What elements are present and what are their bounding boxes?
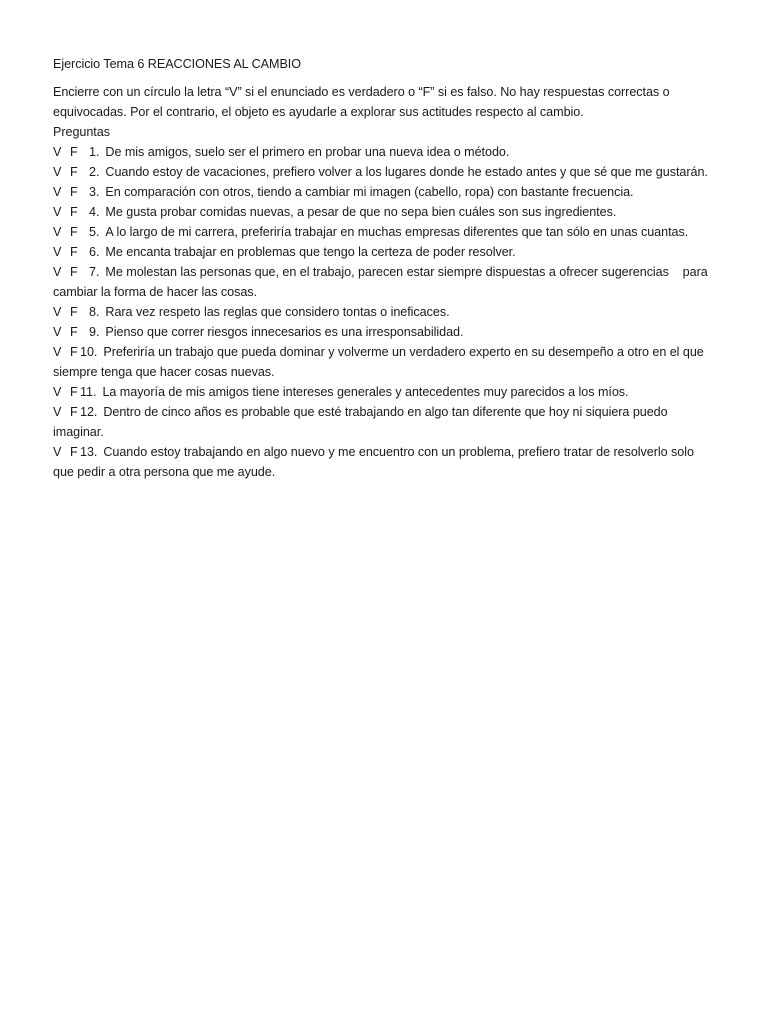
question-number: 6.	[89, 245, 100, 259]
option-false[interactable]: F	[70, 245, 78, 259]
option-true[interactable]: V	[53, 145, 62, 159]
question-item	[53, 142, 717, 162]
option-false[interactable]: F	[70, 205, 78, 219]
question-number: 2.	[89, 165, 100, 179]
question-number: 8.	[89, 305, 100, 319]
option-true[interactable]: V	[53, 265, 62, 279]
question-text: Me molestan las personas que, en el trabajo, parecen estar siempre dispuestas a ofrecer sugerencias para cambiar la forma de hacer las cosas.	[53, 265, 712, 299]
question-item	[53, 402, 717, 442]
question-item	[53, 322, 717, 342]
option-false[interactable]: F	[70, 225, 78, 239]
question-number: 5.	[89, 225, 100, 239]
section-label: Preguntas	[53, 125, 110, 139]
question-item	[53, 242, 717, 262]
question-item	[53, 262, 717, 302]
question-number: 13.	[80, 445, 98, 459]
option-true[interactable]: V	[53, 185, 62, 199]
question-item	[53, 222, 717, 242]
document-page	[53, 54, 717, 482]
option-false[interactable]: F	[70, 265, 78, 279]
option-true[interactable]: V	[53, 325, 62, 339]
question-number: 9.	[89, 325, 100, 339]
question-text: Me encanta trabajar en problemas que tengo la certeza de poder resolver.	[105, 245, 516, 259]
document-title: Ejercicio Tema 6 REACCIONES AL CAMBIO	[53, 57, 302, 71]
option-false[interactable]: F	[70, 405, 78, 419]
option-false[interactable]: F	[70, 385, 78, 399]
option-false[interactable]: F	[70, 165, 78, 179]
question-list	[53, 142, 717, 482]
question-item	[53, 442, 717, 482]
option-false[interactable]: F	[70, 325, 78, 339]
question-text: Dentro de cinco años es probable que esté trabajando en algo tan diferente que hoy ni siquiera puedo imaginar.	[53, 405, 672, 439]
option-true[interactable]: V	[53, 345, 62, 359]
question-text: Rara vez respeto las reglas que considero tontas o ineficaces.	[105, 305, 450, 319]
question-item	[53, 182, 717, 202]
option-false[interactable]: F	[70, 345, 78, 359]
option-true[interactable]: V	[53, 225, 62, 239]
question-text: Pienso que correr riesgos innecesarios es una irresponsabilidad.	[105, 325, 464, 339]
question-number: 11.	[80, 385, 97, 399]
question-number: 1.	[89, 145, 100, 159]
question-text: Cuando estoy trabajando en algo nuevo y me encuentro con un problema, prefiero tratar de resolverlo solo que pedir a otra persona que me ayude.	[53, 445, 698, 479]
option-true[interactable]: V	[53, 405, 62, 419]
option-true[interactable]: V	[53, 205, 62, 219]
question-text: A lo largo de mi carrera, preferiría trabajar en muchas empresas diferentes que tan sólo en unas cuantas.	[105, 225, 689, 239]
question-text: En comparación con otros, tiendo a cambiar mi imagen (cabello, ropa) con bastante frecuencia.	[105, 185, 634, 199]
question-number: 7.	[89, 265, 100, 279]
option-false[interactable]: F	[70, 145, 78, 159]
option-false[interactable]: F	[70, 305, 78, 319]
question-text: De mis amigos, suelo ser el primero en probar una nueva idea o método.	[105, 145, 510, 159]
question-number: 10.	[80, 345, 98, 359]
question-item	[53, 202, 717, 222]
question-text: Cuando estoy de vacaciones, prefiero volver a los lugares donde he estado antes y que sé que me gustarán.	[105, 165, 708, 179]
option-true[interactable]: V	[53, 305, 62, 319]
question-text: La mayoría de mis amigos tiene intereses generales y antecedentes muy parecidos a los míos.	[102, 385, 629, 399]
option-true[interactable]: V	[53, 245, 62, 259]
question-number: 12.	[80, 405, 98, 419]
question-number: 3.	[89, 185, 100, 199]
question-item	[53, 302, 717, 322]
option-false[interactable]: F	[70, 185, 78, 199]
question-text: Preferiría un trabajo que pueda dominar y volverme un verdadero experto en su desempeño a otro en el que siempre tenga que hacer cosas nuevas.	[53, 345, 708, 379]
option-false[interactable]: F	[70, 445, 78, 459]
question-item	[53, 162, 717, 182]
question-text: Me gusta probar comidas nuevas, a pesar de que no sepa bien cuáles son sus ingredientes.	[105, 205, 617, 219]
instructions: Encierre con un círculo la letra “V” si el enunciado es verdadero o “F” si es falso. No hay respuestas correctas o equivocadas. Por el contrario, el objeto es ayudarle a explorar sus actitudes respecto al cambio.	[53, 85, 670, 119]
option-true[interactable]: V	[53, 385, 62, 399]
question-number: 4.	[89, 205, 100, 219]
option-true[interactable]: V	[53, 445, 62, 459]
question-item	[53, 342, 717, 382]
option-true[interactable]: V	[53, 165, 62, 179]
question-item	[53, 382, 717, 402]
